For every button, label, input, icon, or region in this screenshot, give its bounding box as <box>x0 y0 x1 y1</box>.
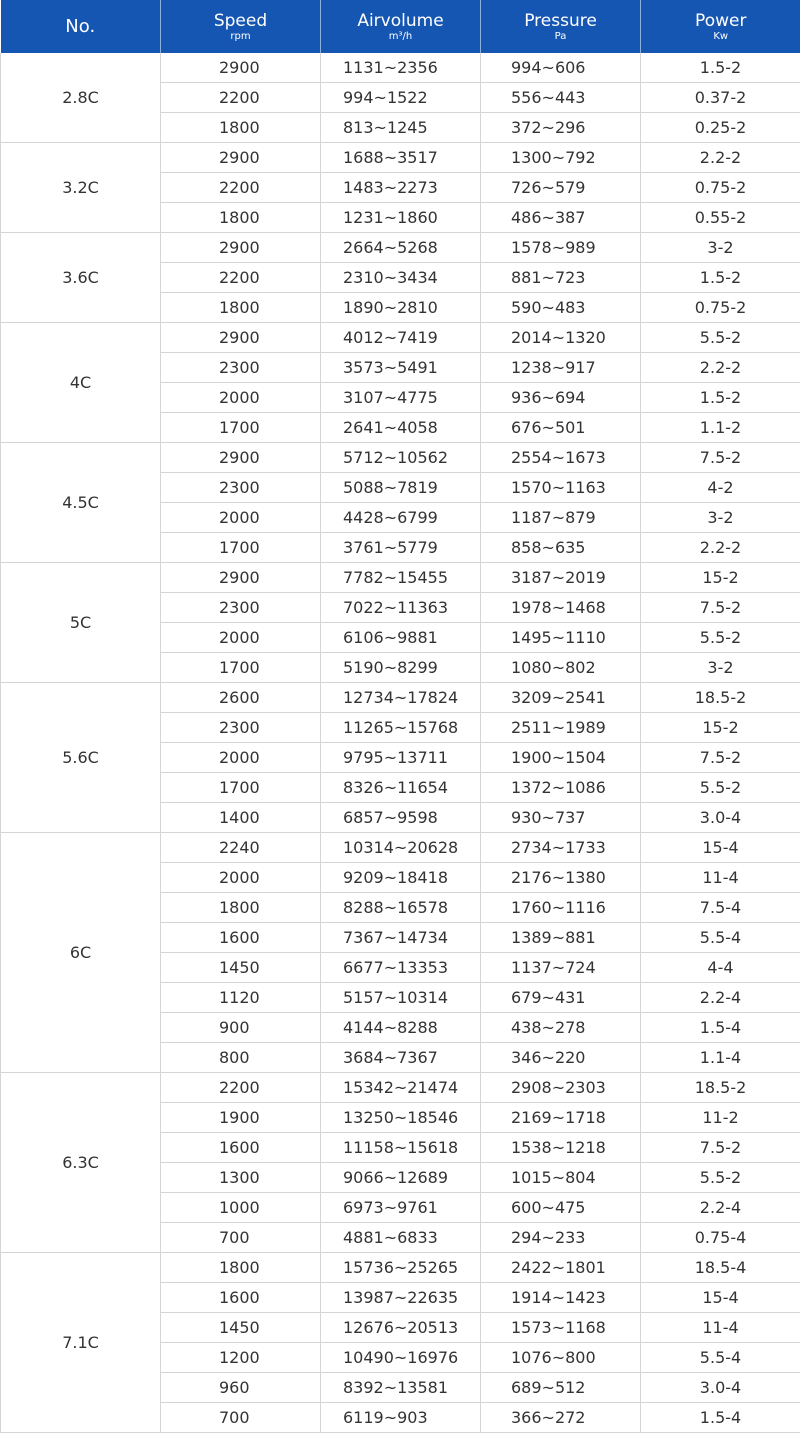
power-cell: 1.1-2 <box>641 413 800 443</box>
pressure-cell: 294~233 <box>481 1223 641 1253</box>
power-cell: 7.5-2 <box>641 443 800 473</box>
airvolume-cell: 6857~9598 <box>321 803 481 833</box>
airvolume-cell: 7782~15455 <box>321 563 481 593</box>
speed-cell: 2000 <box>161 503 321 533</box>
power-cell: 2.2-4 <box>641 983 800 1013</box>
speed-cell: 1700 <box>161 533 321 563</box>
airvolume-cell: 12676~20513 <box>321 1313 481 1343</box>
speed-cell: 2240 <box>161 833 321 863</box>
table-header <box>1 0 800 53</box>
speed-cell: 1300 <box>161 1163 321 1193</box>
pressure-cell: 2734~1733 <box>481 833 641 863</box>
airvolume-cell: 4428~6799 <box>321 503 481 533</box>
airvolume-cell: 6106~9881 <box>321 623 481 653</box>
pressure-cell: 366~272 <box>481 1403 641 1433</box>
table-row <box>1 443 800 473</box>
pressure-cell: 3209~2541 <box>481 683 641 713</box>
speed-cell: 2900 <box>161 233 321 263</box>
airvolume-cell: 6973~9761 <box>321 1193 481 1223</box>
model-cell: 5C <box>1 563 161 683</box>
speed-cell: 2000 <box>161 623 321 653</box>
speed-cell: 700 <box>161 1403 321 1433</box>
speed-cell: 1600 <box>161 1283 321 1313</box>
pressure-cell: 372~296 <box>481 113 641 143</box>
speed-cell: 2200 <box>161 83 321 113</box>
table-row <box>1 563 800 593</box>
speed-cell: 1200 <box>161 1343 321 1373</box>
pressure-cell: 1389~881 <box>481 923 641 953</box>
speed-cell: 2000 <box>161 863 321 893</box>
power-cell: 3-2 <box>641 503 800 533</box>
pressure-cell: 600~475 <box>481 1193 641 1223</box>
pressure-cell: 858~635 <box>481 533 641 563</box>
pressure-cell: 936~694 <box>481 383 641 413</box>
pressure-cell: 590~483 <box>481 293 641 323</box>
power-cell: 11-2 <box>641 1103 800 1133</box>
pressure-cell: 1015~804 <box>481 1163 641 1193</box>
speed-cell: 1800 <box>161 893 321 923</box>
power-cell: 0.25-2 <box>641 113 800 143</box>
pressure-cell: 930~737 <box>481 803 641 833</box>
header-speed-unit: rpm <box>161 31 320 43</box>
speed-cell: 2900 <box>161 443 321 473</box>
table-row <box>1 1253 800 1283</box>
pressure-cell: 2908~2303 <box>481 1073 641 1103</box>
pressure-cell: 1300~792 <box>481 143 641 173</box>
table-row <box>1 143 800 173</box>
header-row <box>1 0 800 53</box>
speed-cell: 1800 <box>161 293 321 323</box>
airvolume-cell: 7022~11363 <box>321 593 481 623</box>
table-body <box>1 53 800 1433</box>
speed-cell: 960 <box>161 1373 321 1403</box>
airvolume-cell: 1890~2810 <box>321 293 481 323</box>
speed-cell: 1700 <box>161 653 321 683</box>
power-cell: 1.5-2 <box>641 263 800 293</box>
power-cell: 18.5-2 <box>641 683 800 713</box>
speed-cell: 1120 <box>161 983 321 1013</box>
speed-cell: 2300 <box>161 713 321 743</box>
model-cell: 3.6C <box>1 233 161 323</box>
airvolume-cell: 8326~11654 <box>321 773 481 803</box>
pressure-cell: 881~723 <box>481 263 641 293</box>
pressure-cell: 679~431 <box>481 983 641 1013</box>
header-speed-label: Speed <box>161 11 320 31</box>
pressure-cell: 1372~1086 <box>481 773 641 803</box>
model-cell: 6C <box>1 833 161 1073</box>
airvolume-cell: 1688~3517 <box>321 143 481 173</box>
airvolume-cell: 9795~13711 <box>321 743 481 773</box>
airvolume-cell: 6119~903 <box>321 1403 481 1433</box>
power-cell: 3-2 <box>641 233 800 263</box>
power-cell: 4-2 <box>641 473 800 503</box>
table-row <box>1 1073 800 1103</box>
airvolume-cell: 10490~16976 <box>321 1343 481 1373</box>
power-cell: 7.5-2 <box>641 1133 800 1163</box>
header-power-unit: Kw <box>641 31 800 43</box>
pressure-cell: 1573~1168 <box>481 1313 641 1343</box>
table-row <box>1 53 800 83</box>
speed-cell: 2200 <box>161 173 321 203</box>
table-row <box>1 233 800 263</box>
airvolume-cell: 11265~15768 <box>321 713 481 743</box>
power-cell: 0.75-4 <box>641 1223 800 1253</box>
airvolume-cell: 12734~17824 <box>321 683 481 713</box>
speed-cell: 1400 <box>161 803 321 833</box>
pressure-cell: 1570~1163 <box>481 473 641 503</box>
power-cell: 3-2 <box>641 653 800 683</box>
power-cell: 7.5-2 <box>641 743 800 773</box>
speed-cell: 700 <box>161 1223 321 1253</box>
pressure-cell: 346~220 <box>481 1043 641 1073</box>
power-cell: 5.5-2 <box>641 1163 800 1193</box>
power-cell: 0.55-2 <box>641 203 800 233</box>
airvolume-cell: 5088~7819 <box>321 473 481 503</box>
power-cell: 7.5-4 <box>641 893 800 923</box>
airvolume-cell: 3573~5491 <box>321 353 481 383</box>
airvolume-cell: 3684~7367 <box>321 1043 481 1073</box>
pressure-cell: 1900~1504 <box>481 743 641 773</box>
speed-cell: 2600 <box>161 683 321 713</box>
header-airvolume <box>321 0 481 53</box>
pressure-cell: 994~606 <box>481 53 641 83</box>
airvolume-cell: 13987~22635 <box>321 1283 481 1313</box>
pressure-cell: 2554~1673 <box>481 443 641 473</box>
airvolume-cell: 2310~3434 <box>321 263 481 293</box>
power-cell: 1.5-2 <box>641 383 800 413</box>
speed-cell: 1700 <box>161 773 321 803</box>
speed-cell: 2000 <box>161 743 321 773</box>
airvolume-cell: 5190~8299 <box>321 653 481 683</box>
pressure-cell: 726~579 <box>481 173 641 203</box>
model-cell: 7.1C <box>1 1253 161 1433</box>
pressure-cell: 1076~800 <box>481 1343 641 1373</box>
airvolume-cell: 1483~2273 <box>321 173 481 203</box>
power-cell: 1.5-4 <box>641 1013 800 1043</box>
airvolume-cell: 8288~16578 <box>321 893 481 923</box>
power-cell: 1.5-4 <box>641 1403 800 1433</box>
speed-cell: 1600 <box>161 1133 321 1163</box>
airvolume-cell: 2664~5268 <box>321 233 481 263</box>
speed-cell: 2900 <box>161 563 321 593</box>
airvolume-cell: 4881~6833 <box>321 1223 481 1253</box>
speed-cell: 1000 <box>161 1193 321 1223</box>
pressure-cell: 1137~724 <box>481 953 641 983</box>
airvolume-cell: 2641~4058 <box>321 413 481 443</box>
power-cell: 0.37-2 <box>641 83 800 113</box>
pressure-cell: 1495~1110 <box>481 623 641 653</box>
power-cell: 2.2-4 <box>641 1193 800 1223</box>
pressure-cell: 556~443 <box>481 83 641 113</box>
power-cell: 15-4 <box>641 833 800 863</box>
pressure-cell: 2422~1801 <box>481 1253 641 1283</box>
airvolume-cell: 9066~12689 <box>321 1163 481 1193</box>
speed-cell: 2900 <box>161 143 321 173</box>
power-cell: 3.0-4 <box>641 1373 800 1403</box>
pressure-cell: 1187~879 <box>481 503 641 533</box>
header-speed <box>161 0 321 53</box>
speed-cell: 2300 <box>161 593 321 623</box>
speed-cell: 1700 <box>161 413 321 443</box>
power-cell: 2.2-2 <box>641 143 800 173</box>
pressure-cell: 486~387 <box>481 203 641 233</box>
airvolume-cell: 10314~20628 <box>321 833 481 863</box>
speed-cell: 2300 <box>161 353 321 383</box>
pressure-cell: 1538~1218 <box>481 1133 641 1163</box>
airvolume-cell: 5157~10314 <box>321 983 481 1013</box>
model-cell: 2.8C <box>1 53 161 143</box>
power-cell: 1.5-2 <box>641 53 800 83</box>
power-cell: 18.5-2 <box>641 1073 800 1103</box>
header-pressure-unit: Pa <box>481 31 640 43</box>
header-no-label: No. <box>1 17 161 37</box>
power-cell: 3.0-4 <box>641 803 800 833</box>
airvolume-cell: 15342~21474 <box>321 1073 481 1103</box>
pressure-cell: 2014~1320 <box>481 323 641 353</box>
airvolume-cell: 7367~14734 <box>321 923 481 953</box>
pressure-cell: 1760~1116 <box>481 893 641 923</box>
airvolume-cell: 15736~25265 <box>321 1253 481 1283</box>
header-power <box>641 0 800 53</box>
airvolume-cell: 8392~13581 <box>321 1373 481 1403</box>
pressure-cell: 438~278 <box>481 1013 641 1043</box>
power-cell: 15-4 <box>641 1283 800 1313</box>
power-cell: 11-4 <box>641 1313 800 1343</box>
speed-cell: 1600 <box>161 923 321 953</box>
airvolume-cell: 13250~18546 <box>321 1103 481 1133</box>
power-cell: 5.5-2 <box>641 623 800 653</box>
power-cell: 1.1-4 <box>641 1043 800 1073</box>
model-cell: 4.5C <box>1 443 161 563</box>
airvolume-cell: 5712~10562 <box>321 443 481 473</box>
pressure-cell: 2169~1718 <box>481 1103 641 1133</box>
pressure-cell: 3187~2019 <box>481 563 641 593</box>
airvolume-cell: 3761~5779 <box>321 533 481 563</box>
speed-cell: 2200 <box>161 1073 321 1103</box>
airvolume-cell: 11158~15618 <box>321 1133 481 1163</box>
pressure-cell: 689~512 <box>481 1373 641 1403</box>
speed-cell: 1800 <box>161 1253 321 1283</box>
power-cell: 0.75-2 <box>641 293 800 323</box>
power-cell: 5.5-4 <box>641 1343 800 1373</box>
table-row <box>1 833 800 863</box>
airvolume-cell: 3107~4775 <box>321 383 481 413</box>
pressure-cell: 2511~1989 <box>481 713 641 743</box>
power-cell: 15-2 <box>641 713 800 743</box>
model-cell: 6.3C <box>1 1073 161 1253</box>
table-row <box>1 323 800 353</box>
power-cell: 18.5-4 <box>641 1253 800 1283</box>
header-pressure-label: Pressure <box>481 11 640 31</box>
airvolume-cell: 4144~8288 <box>321 1013 481 1043</box>
speed-cell: 2000 <box>161 383 321 413</box>
power-cell: 5.5-2 <box>641 773 800 803</box>
speed-cell: 1900 <box>161 1103 321 1133</box>
airvolume-cell: 813~1245 <box>321 113 481 143</box>
speed-cell: 2900 <box>161 323 321 353</box>
speed-cell: 800 <box>161 1043 321 1073</box>
speed-cell: 2300 <box>161 473 321 503</box>
speed-cell: 1800 <box>161 113 321 143</box>
power-cell: 5.5-2 <box>641 323 800 353</box>
power-cell: 2.2-2 <box>641 353 800 383</box>
airvolume-cell: 9209~18418 <box>321 863 481 893</box>
header-airvolume-unit: m³/h <box>321 31 480 43</box>
pressure-cell: 1578~989 <box>481 233 641 263</box>
power-cell: 5.5-4 <box>641 923 800 953</box>
airvolume-cell: 1131~2356 <box>321 53 481 83</box>
pressure-cell: 1978~1468 <box>481 593 641 623</box>
airvolume-cell: 4012~7419 <box>321 323 481 353</box>
airvolume-cell: 6677~13353 <box>321 953 481 983</box>
header-pressure <box>481 0 641 53</box>
pressure-cell: 1238~917 <box>481 353 641 383</box>
power-cell: 7.5-2 <box>641 593 800 623</box>
pressure-cell: 676~501 <box>481 413 641 443</box>
airvolume-cell: 994~1522 <box>321 83 481 113</box>
speed-cell: 1450 <box>161 953 321 983</box>
power-cell: 2.2-2 <box>641 533 800 563</box>
header-no <box>1 0 161 53</box>
airvolume-cell: 1231~1860 <box>321 203 481 233</box>
power-cell: 4-4 <box>641 953 800 983</box>
table-row <box>1 683 800 713</box>
power-cell: 15-2 <box>641 563 800 593</box>
speed-cell: 1800 <box>161 203 321 233</box>
speed-cell: 900 <box>161 1013 321 1043</box>
pressure-cell: 2176~1380 <box>481 863 641 893</box>
header-power-label: Power <box>641 11 800 31</box>
model-cell: 4C <box>1 323 161 443</box>
pressure-cell: 1080~802 <box>481 653 641 683</box>
power-cell: 11-4 <box>641 863 800 893</box>
speed-cell: 2900 <box>161 53 321 83</box>
model-cell: 5.6C <box>1 683 161 833</box>
power-cell: 0.75-2 <box>641 173 800 203</box>
header-airvolume-label: Airvolume <box>321 11 480 31</box>
speed-cell: 2200 <box>161 263 321 293</box>
speed-cell: 1450 <box>161 1313 321 1343</box>
model-cell: 3.2C <box>1 143 161 233</box>
pressure-cell: 1914~1423 <box>481 1283 641 1313</box>
